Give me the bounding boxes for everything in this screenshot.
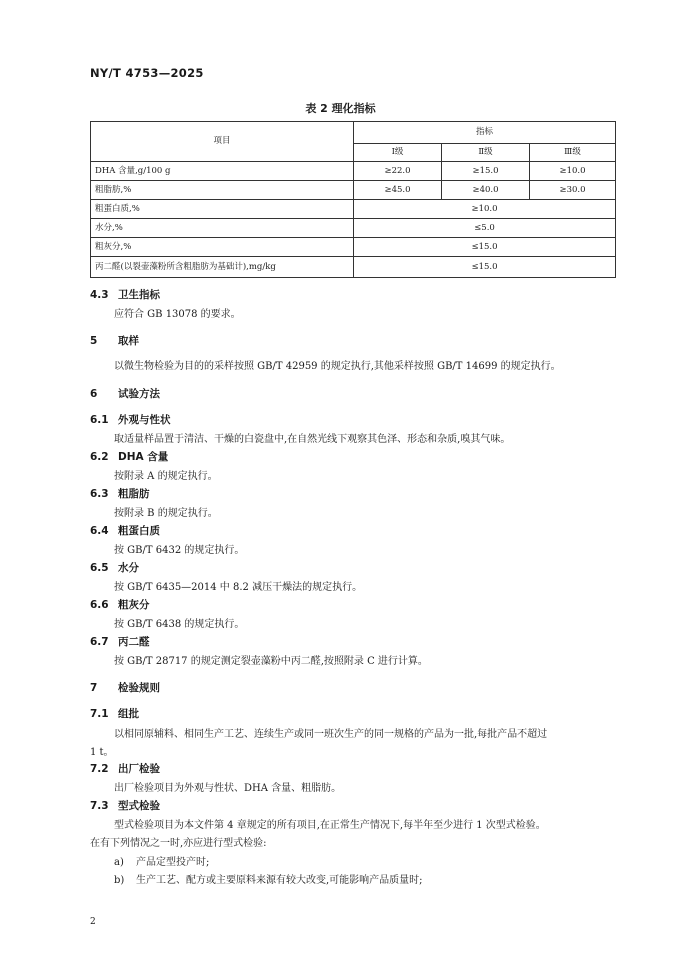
section-number: 5 [90, 335, 98, 347]
table-header-grade: Ⅲ级 [530, 144, 616, 162]
section-number: 4.3 [90, 289, 109, 301]
section-heading-7 [90, 680, 160, 695]
section-number: 6 [90, 388, 98, 400]
table-cell-value: ≥10.0 [530, 162, 616, 181]
table-cell-item: 粗蛋白质,% [91, 200, 354, 219]
list-item-label: b) [114, 875, 125, 886]
table-cell-item: DHA 含量,g/100 g [91, 162, 354, 181]
table-header-grade: Ⅱ级 [442, 144, 530, 162]
section-number: 7 [90, 682, 98, 694]
section-heading-6-6 [90, 597, 150, 612]
paragraph: 按 GB/T 6432 的规定执行。 [114, 545, 245, 556]
paragraph: 按 GB/T 6438 的规定执行。 [114, 619, 245, 630]
section-title: 试验方法 [118, 388, 160, 400]
section-heading-7-2 [90, 761, 160, 776]
paragraph: 按附录 B 的规定执行。 [114, 508, 218, 519]
section-number: 6.6 [90, 599, 109, 611]
section-number: 6.2 [90, 451, 109, 463]
table-header-grade: Ⅰ级 [354, 144, 442, 162]
table-cell-item: 丙二醛(以裂壶藻粉所含粗脂肪为基础计),mg/kg [91, 257, 354, 278]
table-cell-value: ≥10.0 [354, 200, 616, 219]
table-caption: 表 2 理化指标 [305, 102, 376, 115]
table-cell-item: 粗灰分,% [91, 238, 354, 257]
section-heading-6-1 [90, 412, 171, 427]
section-title: 粗脂肪 [118, 488, 150, 500]
table-cell-item: 水分,% [91, 219, 354, 238]
section-title: 型式检验 [118, 800, 160, 812]
paragraph: 按 GB/T 28717 的规定测定裂壶藻粉中丙二醛,按照附录 C 进行计算。 [114, 656, 428, 667]
paragraph: 按 GB/T 6435—2014 中 8.2 减压干燥法的规定执行。 [114, 582, 363, 593]
section-title: 粗蛋白质 [118, 525, 160, 537]
section-heading-6-2 [90, 449, 168, 464]
table-cell-value: ≥30.0 [530, 181, 616, 200]
paragraph: 按附录 A 的规定执行。 [114, 471, 218, 482]
table-row [91, 257, 616, 278]
section-heading-6-3 [90, 486, 150, 501]
section-title: 检验规则 [118, 682, 160, 694]
section-heading-6-5 [90, 560, 139, 575]
section-title: DHA 含量 [118, 451, 169, 463]
section-title: 取样 [118, 335, 139, 347]
table-cell-value: ≥15.0 [442, 162, 530, 181]
table-cell-value: ≥45.0 [354, 181, 442, 200]
list-item [114, 853, 209, 868]
paragraph: 取适量样品置于清洁、干燥的白瓷盘中,在自然光线下观察其色泽、形态和杂质,嗅其气味。 [114, 434, 511, 445]
table-row [91, 181, 616, 200]
section-title: 粗灰分 [118, 599, 150, 611]
section-heading-6-7 [90, 634, 150, 649]
section-heading-7-3 [90, 798, 160, 813]
section-number: 7.3 [90, 800, 109, 812]
table-row [91, 238, 616, 257]
table-row [91, 162, 616, 181]
section-number: 6.7 [90, 636, 109, 648]
paragraph: 出厂检验项目为外观与性状、DHA 含量、粗脂肪。 [114, 783, 342, 794]
section-number: 6.5 [90, 562, 109, 574]
section-heading-6 [90, 386, 160, 401]
paragraph: 型式检验项目为本文件第 4 章规定的所有项目,在正常生产情况下,每半年至少进行 1 次型式检验。 [114, 820, 546, 831]
section-number: 7.2 [90, 763, 109, 775]
paragraph-continuation: 在有下列情况之一时,亦应进行型式检验: [90, 838, 267, 849]
document-id: NY/T 4753—2025 [90, 66, 204, 80]
list-item-text: 产品定型投产时; [136, 857, 210, 868]
table-row [91, 219, 616, 238]
table-header-item: 项目 [91, 122, 354, 162]
table-cell-value: ≤15.0 [354, 257, 616, 278]
list-item-text: 生产工艺、配方或主要原料来源有较大改变,可能影响产品质量时; [136, 875, 423, 886]
table-header-index: 指标 [354, 122, 616, 144]
section-number: 6.3 [90, 488, 109, 500]
section-title: 组批 [118, 708, 139, 720]
section-number: 6.1 [90, 414, 109, 426]
list-item-label: a) [114, 857, 124, 868]
section-number: 6.4 [90, 525, 109, 537]
table-cell-value: ≤15.0 [354, 238, 616, 257]
section-title: 出厂检验 [118, 763, 160, 775]
list-item [114, 871, 423, 886]
section-title: 外观与性状 [118, 414, 171, 426]
physicochemical-table [90, 121, 616, 278]
section-title: 丙二醛 [118, 636, 150, 648]
paragraph: 应符合 GB 13078 的要求。 [114, 309, 241, 320]
paragraph: 以相同原辅料、相同生产工艺、连续生产或同一班次生产的同一规格的产品为一批,每批产品不超过 [114, 729, 548, 740]
table-row [91, 200, 616, 219]
paragraph: 以微生物检验为目的的采样按照 GB/T 42959 的规定执行,其他采样按照 GB/T 14699 的规定执行。 [114, 361, 561, 372]
paragraph-continuation: 1 t。 [90, 747, 114, 758]
table-cell-value: ≥22.0 [354, 162, 442, 181]
section-heading-5 [90, 333, 139, 348]
section-title: 水分 [118, 562, 139, 574]
table-cell-value: ≤5.0 [354, 219, 616, 238]
section-heading-4-3 [90, 287, 160, 302]
section-heading-7-1 [90, 706, 139, 721]
section-heading-6-4 [90, 523, 160, 538]
section-number: 7.1 [90, 708, 109, 720]
table-cell-value: ≥40.0 [442, 181, 530, 200]
table-cell-item: 粗脂肪,% [91, 181, 354, 200]
page-number: 2 [90, 917, 96, 927]
section-title: 卫生指标 [118, 289, 160, 301]
